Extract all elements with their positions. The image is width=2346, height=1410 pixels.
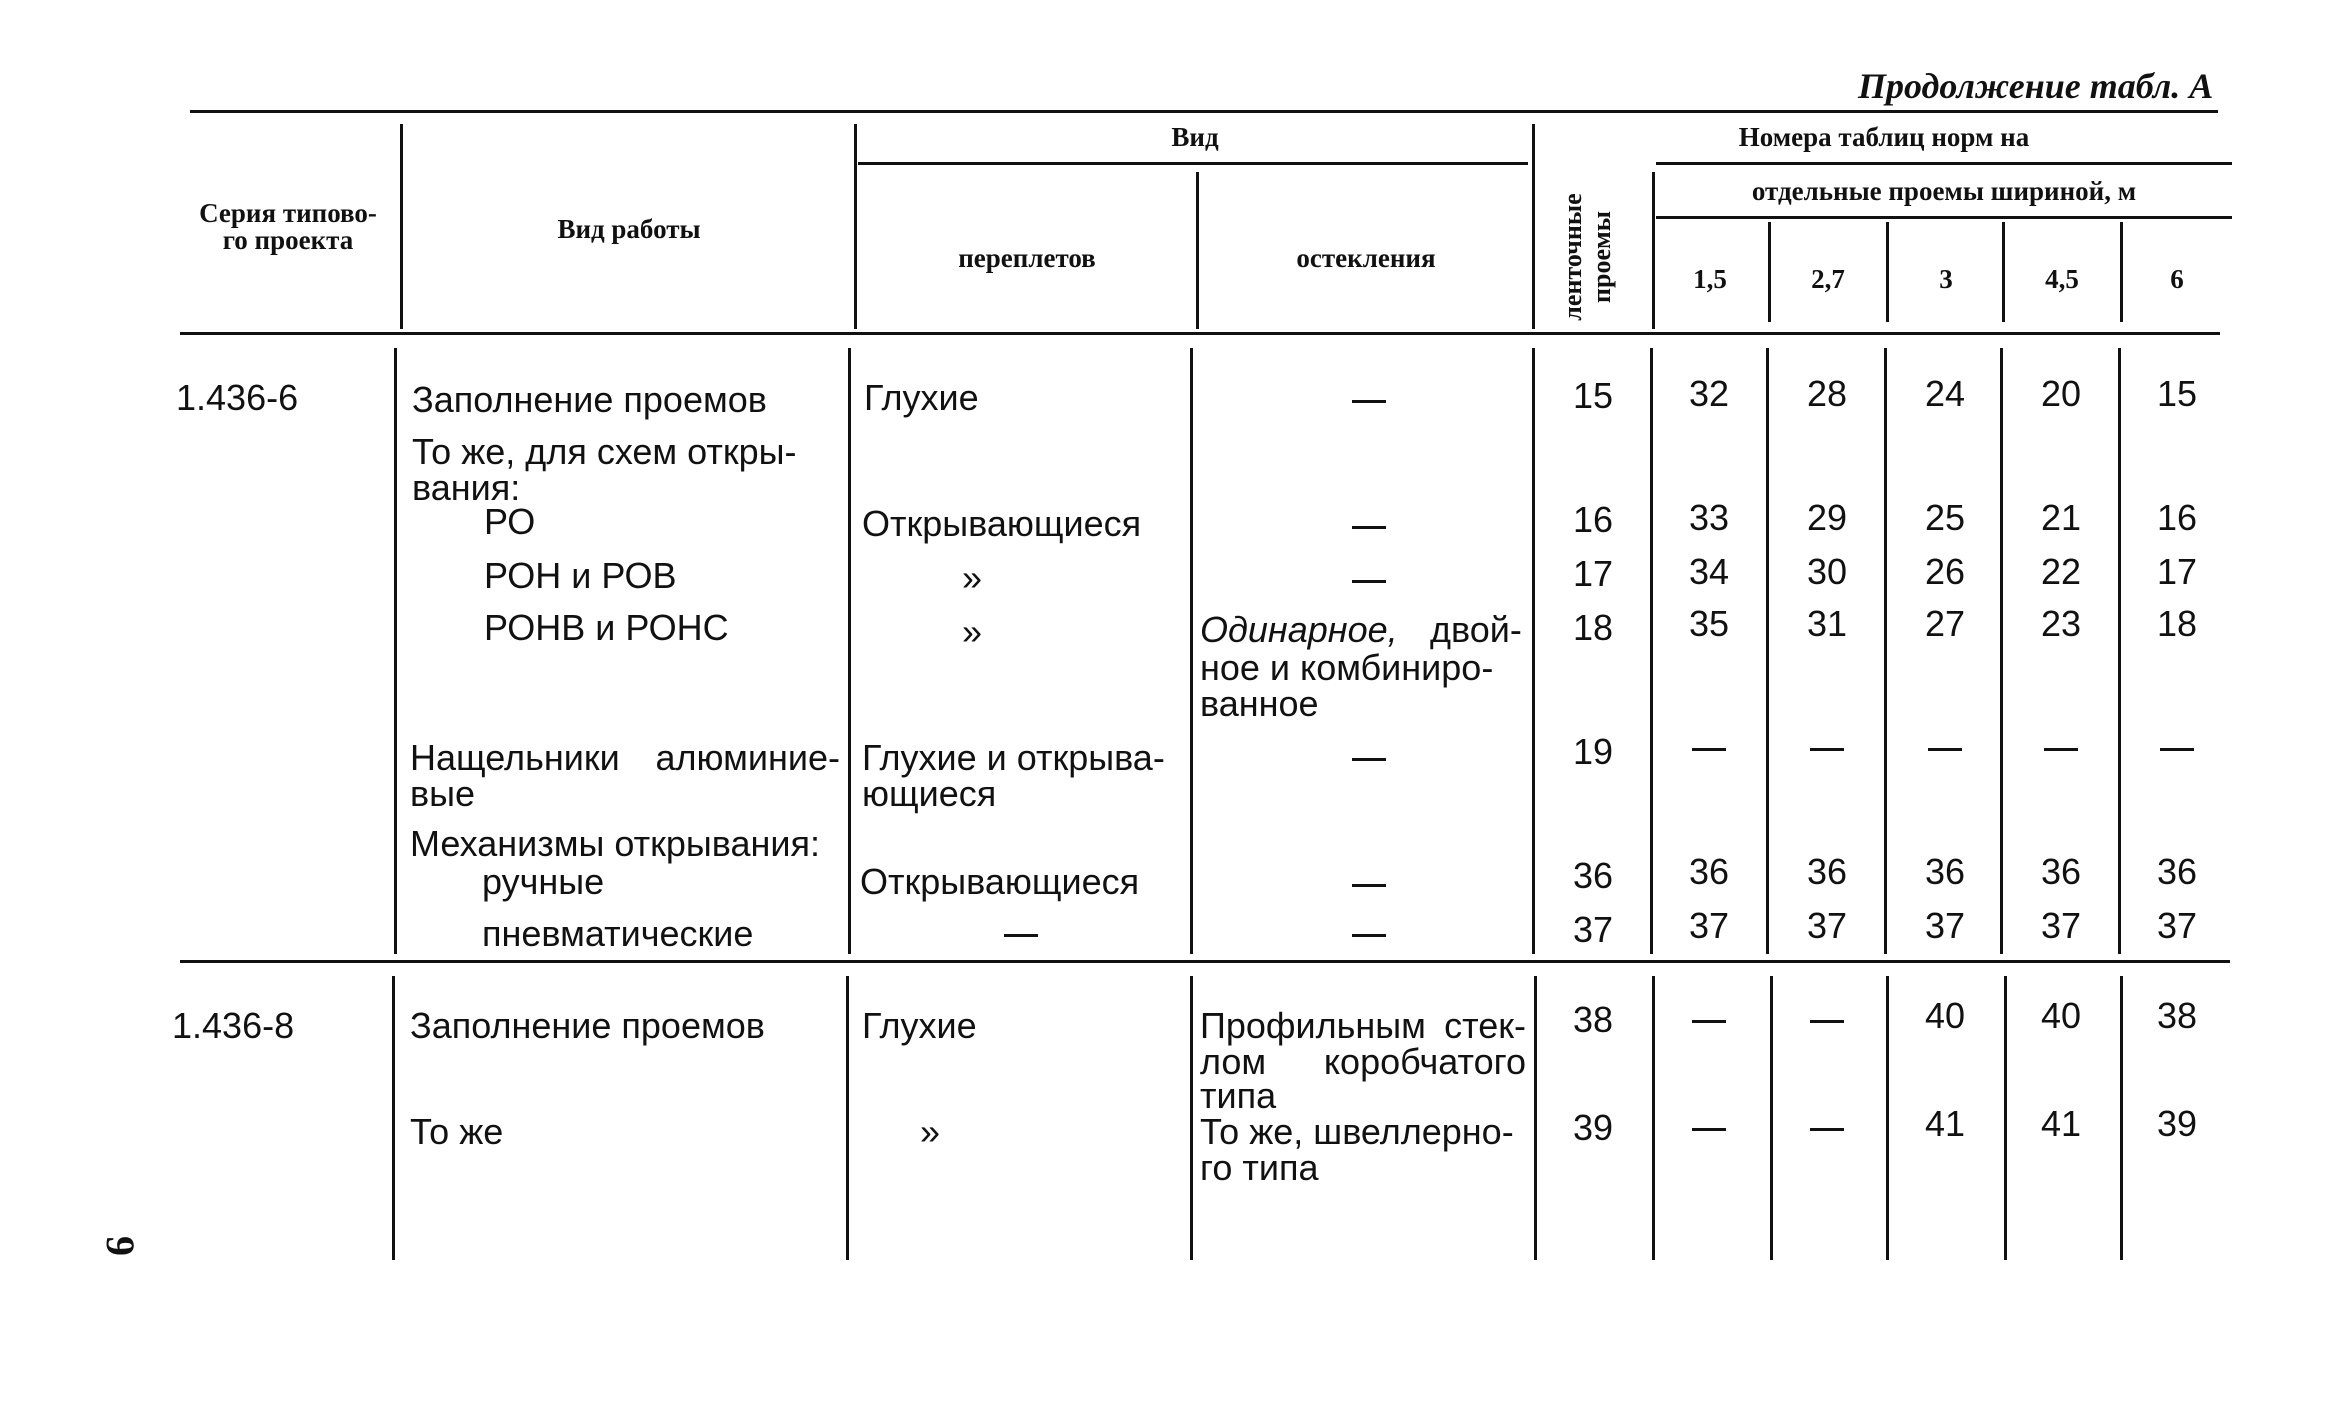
glazing-dash [1352, 400, 1386, 403]
body1-vline-4 [1532, 348, 1535, 954]
binding-cell: Открывающиеся [862, 503, 1142, 544]
width-cell: 18 [2156, 603, 2198, 644]
width-cell: 41 [2040, 1103, 2082, 1144]
binding-dash [1004, 934, 1038, 937]
header-glazing: остекления [1296, 243, 1436, 273]
section-divider [180, 960, 2230, 963]
width-cell: 23 [2040, 603, 2082, 644]
header-vline-2 [854, 124, 857, 329]
header-vline-1 [400, 124, 403, 329]
header-width-5: 6 [2170, 264, 2184, 294]
width-dash [2160, 748, 2194, 751]
series-cell: 1.436-6 [176, 377, 299, 418]
numbers-underline [1656, 162, 2232, 165]
work-cell: РОНВ и РОНС [484, 607, 729, 648]
width-cell: 37 [1924, 905, 1966, 946]
work-cell: Нащельники алюминие- [410, 737, 840, 778]
width-dash [1810, 1128, 1844, 1131]
header-width-3: 3 [1939, 264, 1953, 294]
body2-vline-3 [1190, 976, 1193, 1260]
width-cell: 38 [2156, 995, 2198, 1036]
body1-vline-2 [848, 348, 851, 954]
width-cell: 29 [1806, 497, 1848, 538]
top-rule [190, 110, 2218, 113]
binding-cell: » [962, 557, 983, 598]
header-work: Вид работы [557, 214, 701, 244]
width-cell: 32 [1688, 373, 1730, 414]
separate-underline [1656, 216, 2232, 219]
header-vline-3 [1196, 172, 1199, 329]
glazing-cell: Профильным стек- [1200, 1005, 1526, 1046]
work-cell: ручные [482, 861, 605, 902]
header-separate: отдельные проемы шириной, м [1751, 176, 2137, 206]
glazing-dash [1352, 758, 1386, 761]
work-cell: Механизмы открывания: [410, 823, 820, 864]
width-cell: 15 [2156, 373, 2198, 414]
header-bottom-rule [180, 332, 2220, 335]
width-cell: 40 [2040, 995, 2082, 1036]
body2-vline-2 [846, 976, 849, 1260]
body1-vline-1 [394, 348, 397, 954]
binding-cell: Глухие [862, 1005, 977, 1046]
strip-cell: 37 [1572, 909, 1614, 950]
work-cell: То же, для схем откры- [412, 431, 797, 472]
glazing-cell-cont: го типа [1200, 1147, 1319, 1188]
glazing-cell-cont: типа [1200, 1075, 1277, 1116]
width-cell: 37 [2156, 905, 2198, 946]
header-binding: переплетов [958, 243, 1096, 273]
work-cell: РОН и РОВ [484, 555, 677, 596]
series-cell: 1.436-8 [172, 1005, 295, 1046]
work-cell: Заполнение проемов [412, 379, 767, 420]
work-cell-cont: вания: [412, 467, 521, 508]
width-cell: 33 [1688, 497, 1730, 538]
width-dash [1928, 748, 1962, 751]
binding-cell: » [962, 611, 983, 652]
width-cell: 22 [2040, 551, 2082, 592]
strip-cell: 19 [1572, 731, 1614, 772]
width-cell: 36 [1688, 851, 1730, 892]
width-cell: 25 [1924, 497, 1966, 538]
header-vline-4 [1532, 124, 1535, 329]
body1-vline-9 [2118, 348, 2121, 954]
body2-vline-6 [1770, 976, 1773, 1260]
width-cell: 36 [1806, 851, 1848, 892]
width-cell: 26 [1924, 551, 1966, 592]
width-cell: 37 [1688, 905, 1730, 946]
work-cell: РО [484, 501, 536, 542]
binding-cell: » [920, 1111, 941, 1152]
width-cell: 37 [2040, 905, 2082, 946]
strip-cell: 17 [1572, 553, 1614, 594]
body1-vline-3 [1190, 348, 1193, 954]
body1-vline-6 [1766, 348, 1769, 954]
glazing-dash [1352, 934, 1386, 937]
header-series: Серия типово- го проекта [199, 198, 377, 255]
glazing-cell-cont: ванное [1200, 683, 1319, 724]
width-cell: 20 [2040, 373, 2082, 414]
body2-vline-1 [392, 976, 395, 1260]
width-cell: 34 [1688, 551, 1730, 592]
width-cell: 30 [1806, 551, 1848, 592]
glazing-cell-cont: ное и комбиниро- [1200, 647, 1494, 688]
width-cell: 24 [1924, 373, 1966, 414]
width-cell: 40 [1924, 995, 1966, 1036]
width-cell: 21 [2040, 497, 2082, 538]
width-dash [1692, 1020, 1726, 1023]
header-vline-5 [1652, 172, 1655, 329]
glazing-dash [1352, 884, 1386, 887]
glazing-dash [1352, 580, 1386, 583]
strip-cell: 16 [1572, 499, 1614, 540]
binding-cell: Глухие [864, 377, 979, 418]
width-cell: 41 [1924, 1103, 1966, 1144]
width-cell: 27 [1924, 603, 1966, 644]
glazing-cell-cont: лом коробчатого [1200, 1041, 1526, 1082]
width-cell: 31 [1806, 603, 1848, 644]
width-dash [1810, 748, 1844, 751]
width-cell: 37 [1806, 905, 1848, 946]
width-cell: 36 [2040, 851, 2082, 892]
page-number: 9 [98, 1236, 143, 1256]
header-width-4: 4,5 [2045, 264, 2079, 294]
width-cell: 36 [2156, 851, 2198, 892]
work-cell-cont: вые [410, 773, 476, 814]
header-width-2: 2,7 [1811, 264, 1845, 294]
width-dash [1692, 1128, 1726, 1131]
work-cell: пневматические [482, 913, 754, 954]
width-dash [1810, 1020, 1844, 1023]
width-dash [2044, 748, 2078, 751]
vid-underline [858, 162, 1528, 165]
width-cell: 35 [1688, 603, 1730, 644]
header-table-numbers: Номера таблиц норм на [1738, 122, 2030, 152]
header-strip: ленточные проемы [1558, 193, 1616, 321]
glazing-cell: двой- [1430, 609, 1522, 650]
width-cell: 28 [1806, 373, 1848, 414]
header-width-1: 1,5 [1693, 264, 1727, 294]
continuation-label: Продолжение табл. А [1858, 66, 2214, 106]
strip-cell: 18 [1572, 607, 1614, 648]
width-dash [1692, 748, 1726, 751]
binding-cell: Открывающиеся [860, 861, 1140, 902]
strip-cell: 39 [1572, 1107, 1614, 1148]
binding-cell-cont: ющиеся [862, 773, 997, 814]
width-cell: 16 [2156, 497, 2198, 538]
glazing-dash [1352, 526, 1386, 529]
strip-cell: 36 [1572, 855, 1614, 896]
strip-cell: 38 [1572, 999, 1614, 1040]
strip-cell: 15 [1572, 375, 1614, 416]
work-cell: Заполнение проемов [410, 1005, 765, 1046]
width-cell: 17 [2156, 551, 2198, 592]
work-cell: То же [410, 1111, 504, 1152]
header-vid: Вид [1171, 122, 1219, 152]
body2-vline-5 [1652, 976, 1655, 1260]
glazing-cell: То же, швеллерно- [1200, 1111, 1514, 1152]
binding-cell: Глухие и открыва- [862, 737, 1165, 778]
body1-vline-7 [1884, 348, 1887, 954]
width-cell: 36 [1924, 851, 1966, 892]
glazing-cell-italic: Одинарное, [1200, 609, 1398, 650]
width-cell: 39 [2156, 1103, 2198, 1144]
